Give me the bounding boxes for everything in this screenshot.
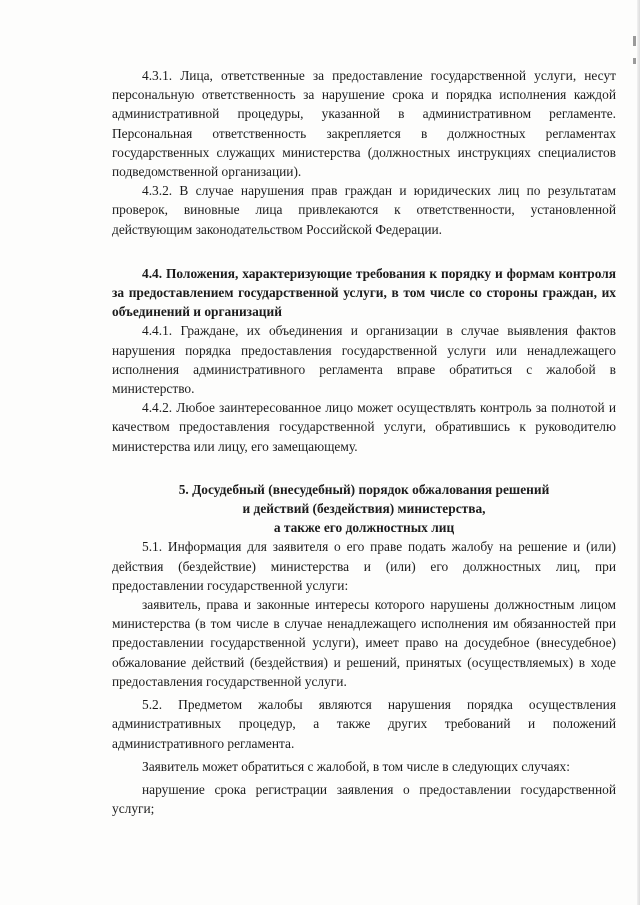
scan-mark (633, 58, 636, 64)
section-heading-5-line-3: а также его должностных лиц (273, 520, 455, 536)
paragraph-5-2: 5.2. Предметом жалобы являются нарушения порядка осуществления административных процедур, а также других требований и положений административного регламента. (112, 697, 616, 751)
paragraph-4-3-1: 4.3.1. Лица, ответственные за предоставление государственной услуги, несут персональную ответственность за нарушение срока и порядка исполнения каждой административной процедуры, указанной в административном регламенте. Персональная ответственность закрепляется в должностных регламентах государственных служащих министерства (должностных инструкциях специалистов подведомственной организации). (112, 68, 616, 180)
paragraph-4-4-1: 4.4.1. Граждане, их объединения и организации в случае выявления фактов нарушения порядка предоставления государственной услуги или ненадлежащего исполнения административного регламента вправе обратиться с жалобой в министерство. (112, 323, 616, 397)
paragraph-4-4-2: 4.4.2. Любое заинтересованное лицо может осуществлять контроль за полнотой и качеством предоставления государственной услуги, обратившись к руководителю министерства или лицу, его замещающему. (112, 400, 616, 454)
section-heading-5-line-2: и действий (бездействия) министерства, (242, 501, 486, 517)
paragraph-5-1: 5.1. Информация для заявителя о его праве подать жалобу на решение и (или) действия (бездействие) министерства и (или) его должностных лиц, при предоставлении государственной услуги: (112, 539, 616, 593)
paragraph-5-1-applicant: заявитель, права и законные интересы которого нарушены должностным лицом министерства (в том числе в случае ненадлежащего исполнения им обязанностей при предоставлении государственной услуги), имеет право на досудебное (внесудебное) обжалование действий (бездействия) и решений, принятых (осуществляемых) в ходе предоставления государственной услуги. (112, 597, 616, 689)
paragraph-5-2-case-1: нарушение срока регистрации заявления о предоставлении государственной услуги; (112, 781, 616, 817)
paragraph-5-2-cases: Заявитель может обратиться с жалобой, в том числе в следующих случаях: (142, 758, 570, 774)
section-heading-5-line-1: 5. Досудебный (внесудебный) порядок обжалования решений (178, 481, 550, 497)
scan-mark (633, 36, 636, 46)
section-heading-4-4: 4.4. Положения, характеризующие требования к порядку и формам контроля за предоставлением государственной услуги, в том числе со стороны граждан, их объединений и организаций (112, 265, 616, 320)
paragraph-4-3-2: 4.3.2. В случае нарушения прав граждан и юридических лиц по результатам проверок, виновные лица привлекаются к ответственности, установленной действующим законодательством Российской Федерации. (112, 183, 616, 237)
section-heading-5 (112, 480, 616, 538)
